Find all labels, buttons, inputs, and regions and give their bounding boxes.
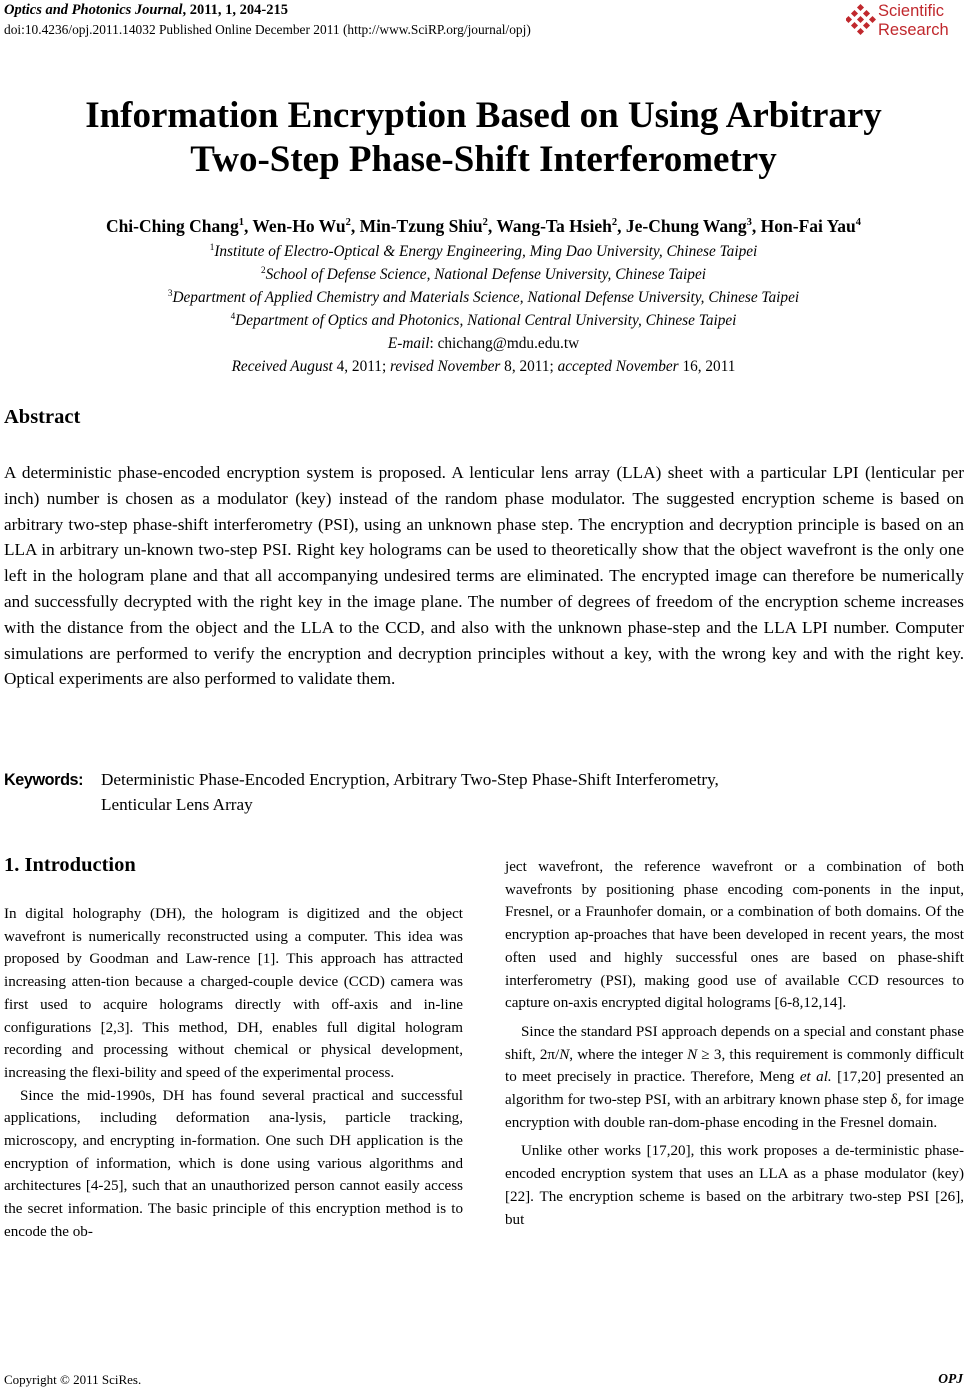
author: Chi-Ching Chang$^1$, xyxy=(105,216,253,236)
affiliation: $^2$School of Defense Science, National Defense University, Chinese Taipei xyxy=(261,264,706,283)
right-column xyxy=(505,856,964,1231)
publisher-logo xyxy=(846,2,966,44)
author: Hon-Fai Yau$^4$ xyxy=(760,216,862,236)
paper-title xyxy=(0,94,967,182)
received-dates: Received August 4, 2011; revised November 8, 2011; accepted November 16, 2011 xyxy=(231,358,736,375)
journal-citation xyxy=(4,2,288,19)
left-column xyxy=(4,903,463,1244)
journal-name: Optics and Photonics Journal xyxy=(4,2,183,18)
publisher-logo-text: Scientific Research xyxy=(878,2,949,39)
email-line: E-mail: chichang@mdu.edu.tw xyxy=(387,335,580,352)
abstract-heading: Abstract xyxy=(4,406,81,428)
title-line-1: Information Encryption Based on Using Arbitrary xyxy=(85,95,882,136)
author: Je-Chung Wang$^3$, xyxy=(625,216,761,236)
paragraph: Since the mid-1990s, DH has found several practical and successful applications, including deformation ana-lysis, particle tracking, microscopy, and encrypting in-formation. One such DH application is the encryption of information, which is done using various algorithms and architectures [4-25], such that an unauthorized person cannot easily access the secret information. The basic principle of this encryption method is to encode the ob- xyxy=(4,1087,463,1240)
paragraph: In digital holography (DH), the hologram is digitized and the object wavefront is numerically reconstructed using a computer. This idea was proposed by Goodman and Law-rence [1]. This approach has attracted increasing atten-tion because a charged-couple device (CCD) camera was first used to acquire holograms directly with off-axis and in-line configurations [2,3]. This method, DH, enables full digital hologram recording and processing without chemical or physical development, increasing the flexi-bility and speed of the experimental process. xyxy=(4,906,463,1081)
author: Wen-Ho Wu$^2$, xyxy=(252,216,360,236)
author: Wang-Ta Hsieh$^2$, xyxy=(496,216,626,236)
title-line-2: Two-Step Phase-Shift Interferometry xyxy=(190,139,777,180)
journal-abbrev-footer: OPJ xyxy=(938,1371,963,1386)
keywords-line-1: Deterministic Phase-Encoded Encryption, Arbitrary Two-Step Phase-Shift Interferometry, xyxy=(101,770,719,789)
abstract-text: A deterministic phase-encoded encryption system is proposed. A lenticular lens array (LLA) sheet with a particular LPI (lenticular per inch) number is chosen as a modulator (key) instead of the random phase modulator. The suggested encryption scheme is based on arbitrary two-step phase-shift interferometry (PSI), using an unknown phase step. The encryption and decryption principle is based on an LLA in arbitrary un-known two-step PSI. Right key holograms can be used to theoretically show that the object wavefront is the only one left in the hologram plane and that all accompanying undesired terms are eliminated. The encrypted image can therefore be numerically and successfully decrypted with the right key in the image plane. The number of degrees of freedom of the encryption scheme increases with the distance from the object and the LLA to the CCD, and also with the unknown phase-step and the LLA LPI number. Computer simulations are performed to verify the encryption and decryption principles without a key, with the wrong key and with the right key. Optical experiments are also performed to validate them. xyxy=(4,463,964,689)
affiliation: $^4$Department of Optics and Photonics, National Central University, Chinese Taipei xyxy=(230,310,737,329)
keywords-label: Keywords: xyxy=(4,771,84,789)
logo-diamond-icon xyxy=(846,3,876,43)
paragraph: Since the standard PSI approach depends on a special and constant phase shift, 2π/N, where the integer N ≥ 3, this requirement is commonly difficult to meet precisely in practice. Therefore, Meng et al. [17,20] presented an algorithm for two-step PSI, with an arbitrary known phase step δ, for image encryption with double ran-dom-phase encoding in the Fresnel domain. xyxy=(505,1023,964,1131)
affiliation: $^3$Department of Applied Chemistry and Materials Science, National Defense University, Chinese Taipei xyxy=(167,287,800,306)
section-heading-introduction: 1. Introduction xyxy=(4,854,136,876)
doi-line: doi:10.4236/opj.2011.14032 Published Online December 2011 (http://www.SciRP.org/journal/opj) xyxy=(4,22,531,37)
affiliation: $^1$Institute of Electro-Optical & Energy Engineering, Ming Dao University, Chinese Taipei xyxy=(209,241,758,260)
author-list xyxy=(0,216,967,237)
paragraph: ject wavefront, the reference wavefront or a combination of both wavefronts by positioning phase encoding com-ponents in the input, Fresnel, or a Fraunhofer domain, or a combination of both domains. Of the encryption ap-proaches that have been developed in recent years, the most often used and highly successful ones are based on phase-shift interferometry (PSI), making good use of available CCD resources to capture on-axis encrypted digital holograms [6-8,12,14]. xyxy=(505,859,964,1012)
keywords-line-2: Lenticular Lens Array xyxy=(101,795,253,814)
paragraph: Unlike other works [17,20], this work proposes a de-terministic phase-encoded encryption system that uses an LLA as a phase modulator (key) [22]. The encryption scheme is based on the arbitrary two-step PSI [26], but xyxy=(505,1143,964,1228)
copyright-footer: Copyright © 2011 SciRes. xyxy=(4,1372,142,1387)
journal-volume-pages: , 2011, 1, 204-215 xyxy=(182,2,288,18)
author: Min-Tzung Shiu$^2$, xyxy=(359,216,497,236)
